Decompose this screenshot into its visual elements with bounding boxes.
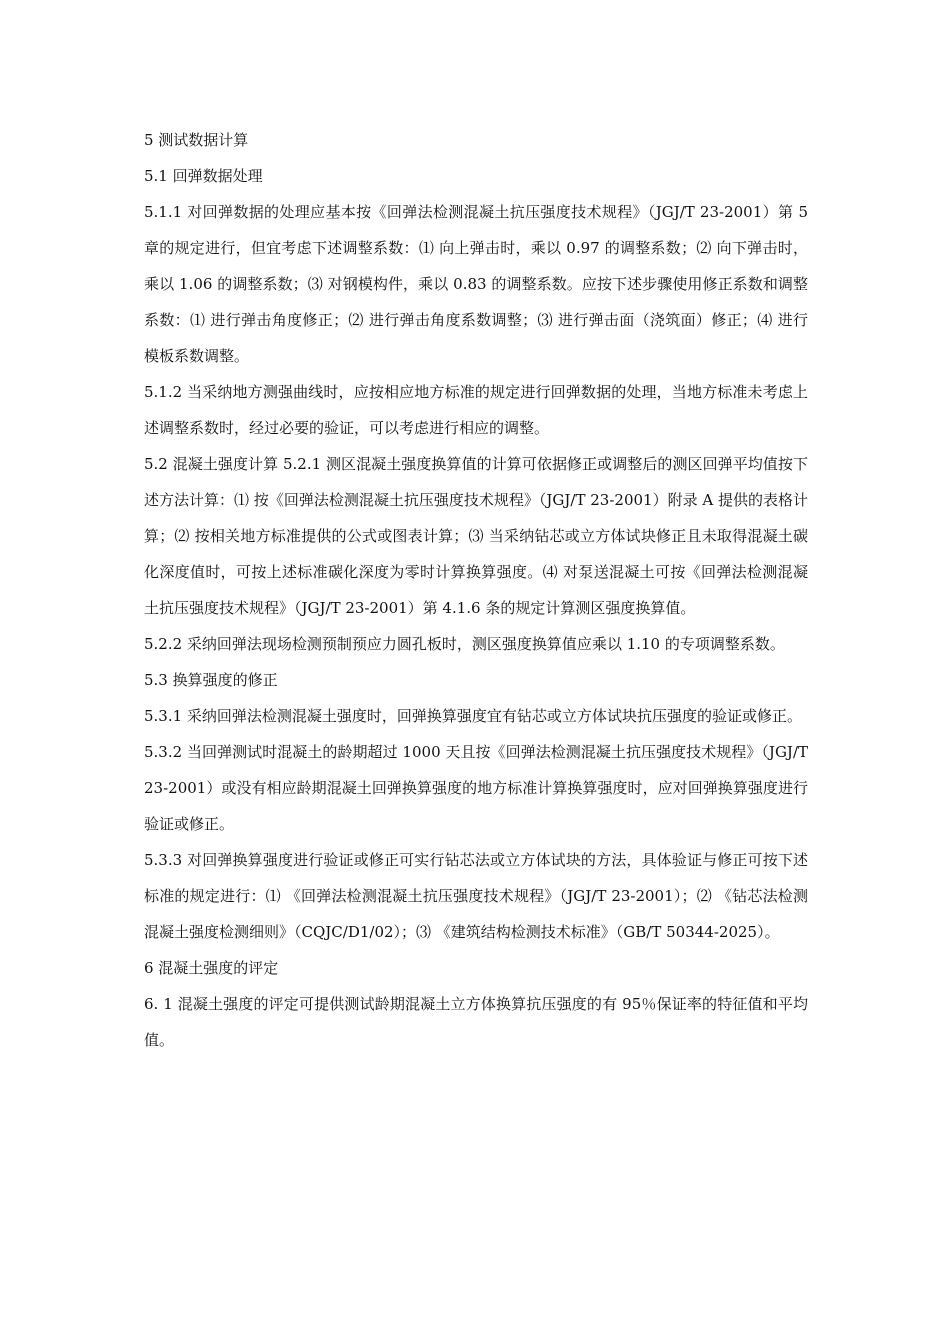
- paragraph: 5.3.2 当回弹测试时混凝土的龄期超过 1000 天且按《回弹法检测混凝土抗压强度技术规程》（JGJ/T 23-2001）或没有相应龄期混凝土回弹换算强度的地方标准计算换算强度时，应对回弹换算强度进行验证或修正。: [144, 743, 808, 833]
- subsection-heading: 5.1 回弹数据处理: [144, 167, 263, 185]
- section-heading: 5 测试数据计算: [144, 131, 249, 149]
- section-heading: 6 混凝土强度的评定: [144, 959, 279, 977]
- paragraph: 5.1.2 当采纳地方测强曲线时，应按相应地方标准的规定进行回弹数据的处理，当地方标准未考虑上述调整系数时，经过必要的验证，可以考虑进行相应的调整。: [144, 383, 808, 437]
- paragraph: 5.1.1 对回弹数据的处理应基本按《回弹法检测混凝土抗压强度技术规程》（JGJ/T 23-2001）第 5 章的规定进行，但宜考虑下述调整系数：⑴ 向上弹击时，乘以 0.97 的调整系数；⑵ 向下弹击时，乘以 1.06 的调整系数；⑶ 对钢模构件，乘以 0.83 的调整系数。应按下述步骤使用修正系数和调整系数：⑴ 进行弹击角度修正；⑵ 进行弹击角度系数调整；⑶ 进行弹击面（浇筑面）修正；⑷ 进行模板系数调整。: [144, 203, 808, 365]
- paragraph: 5.3.1 采纳回弹法检测混凝土强度时，回弹换算强度宜有钻芯或立方体试块抗压强度的验证或修正。: [144, 707, 802, 725]
- subsection-heading: 5.3 换算强度的修正: [144, 671, 278, 689]
- document-page: [144, 122, 808, 1058]
- paragraph: 5.2 混凝土强度计算 5.2.1 测区混凝土强度换算值的计算可依据修正或调整后的测区回弹平均值按下述方法计算：⑴ 按《回弹法检测混凝土抗压强度技术规程》（JGJ/T 23-2001）附录 A 提供的表格计算；⑵ 按相关地方标准提供的公式或图表计算；⑶ 当采纳钻芯或立方体试块修正且未取得混凝土碳化深度值时，可按上述标准碳化深度为零时计算换算强度。⑷ 对泵送混凝土可按《回弹法检测混凝土抗压强度技术规程》（JGJ/T 23-2001）第 4.1.6 条的规定计算测区强度换算值。: [144, 455, 808, 617]
- paragraph: 6. 1 混凝土强度的评定可提供测试龄期混凝土立方体换算抗压强度的有 95％保证率的特征值和平均值。: [144, 995, 808, 1049]
- paragraph: 5.2.2 采纳回弹法现场检测预制预应力圆孔板时，测区强度换算值应乘以 1.10 的专项调整系数。: [144, 635, 785, 653]
- paragraph: 5.3.3 对回弹换算强度进行验证或修正可实行钻芯法或立方体试块的方法，具体验证与修正可按下述标准的规定进行：⑴ 《回弹法检测混凝土抗压强度技术规程》（JGJ/T 23-2001）；⑵ 《钻芯法检测混凝土强度检测细则》（CQJC/D1/02）；⑶ 《建筑结构检测技术标准》（GB/T 50344-2025）。: [144, 851, 808, 941]
